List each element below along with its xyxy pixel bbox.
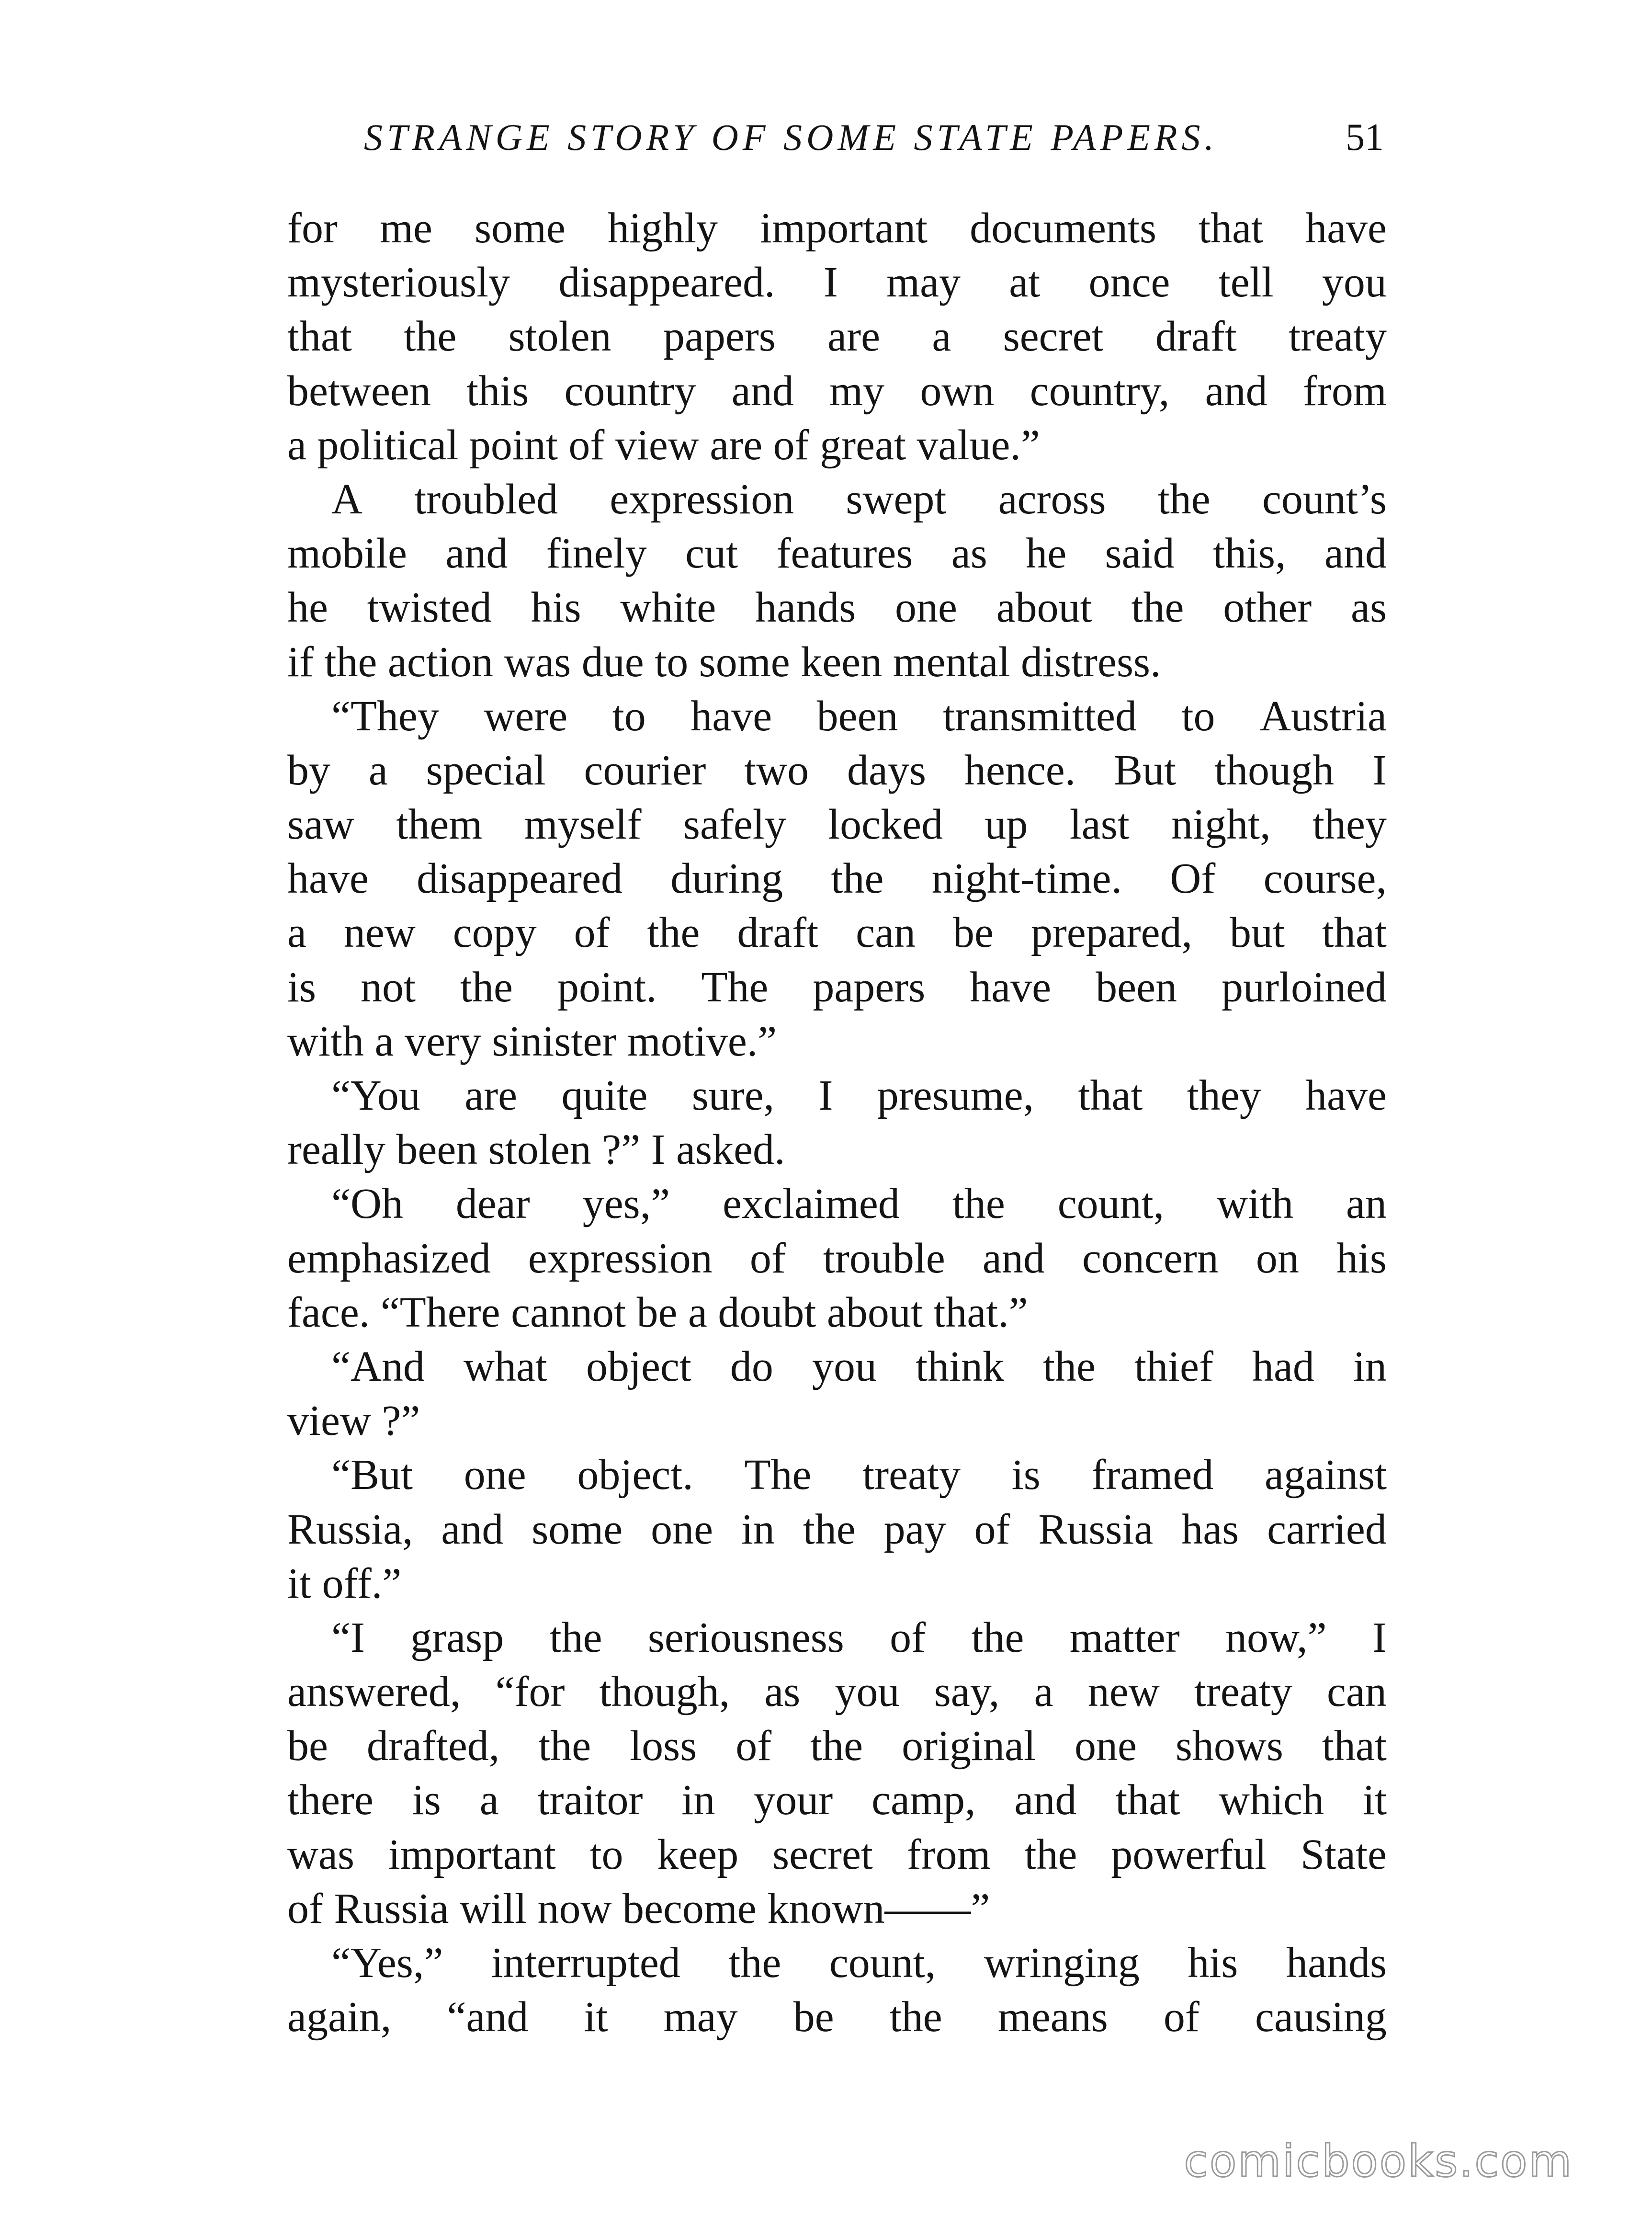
text-line: “Oh dear yes,” exclaimed the count, with an (331, 1180, 1387, 1228)
text-line: “But one object. The treaty is framed against (331, 1451, 1387, 1499)
text-line: by a special courier two days hence. But though I (287, 746, 1387, 794)
text-line: was important to keep secret from the powerful State (287, 1830, 1387, 1878)
watermark: comicbooks.com (1184, 2136, 1573, 2187)
text-line: that the stolen papers are a secret draft treaty (287, 313, 1387, 361)
text-line: mysteriously disappeared. I may at once tell you (287, 259, 1387, 307)
text-line: a political point of view are of great value.” (287, 421, 1040, 469)
text-line: of Russia will now become known——” (287, 1885, 990, 1932)
running-head (364, 111, 1384, 164)
text-line: for me some highly important documents that have (287, 205, 1387, 252)
text-line: be drafted, the loss of the original one shows that (287, 1722, 1387, 1770)
text-line: “Yes,” interrupted the count, wringing his hands (331, 1939, 1387, 1987)
text-line: view ?” (287, 1397, 420, 1445)
text-line: “They were to have been transmitted to Austria (331, 692, 1387, 740)
text-line: “I grasp the seriousness of the matter now,” I (331, 1613, 1387, 1661)
text-line: it off.” (287, 1559, 402, 1607)
text-line: between this country and my own country, and from (287, 367, 1387, 415)
text-line: there is a traitor in your camp, and that which it (287, 1776, 1387, 1824)
text-line: really been stolen ?” I asked. (287, 1126, 785, 1174)
text-line: face. “There cannot be a doubt about that.” (287, 1288, 1028, 1336)
text-line: have disappeared during the night-time. Of course, (287, 855, 1387, 903)
text-line: A troubled expression swept across the count’s (331, 475, 1387, 523)
text-line: again, “and it may be the means of causing (287, 1993, 1387, 2041)
body-text (287, 201, 1387, 2044)
page-number: 51 (1346, 116, 1384, 159)
text-line: with a very sinister motive.” (287, 1017, 777, 1065)
text-line: saw them myself safely locked up last night, they (287, 801, 1387, 849)
text-line: answered, “for though, as you say, a new treaty can (287, 1668, 1387, 1716)
text-line: he twisted his white hands one about the other as (287, 584, 1387, 632)
text-line: if the action was due to some keen mental distress. (287, 638, 1161, 686)
text-line: “And what object do you think the thief had in (331, 1342, 1387, 1390)
running-title: STRANGE STORY OF SOME STATE PAPERS. (364, 116, 1219, 158)
text-line: a new copy of the draft can be prepared, but that (287, 909, 1387, 957)
text-line: is not the point. The papers have been purloined (287, 963, 1387, 1011)
text-line: Russia, and some one in the pay of Russia has carried (287, 1505, 1387, 1553)
text-line: emphasized expression of trouble and concern on his (287, 1234, 1387, 1282)
text-line: mobile and finely cut features as he said this, and (287, 530, 1387, 578)
text-line: “You are quite sure, I presume, that they have (331, 1072, 1387, 1119)
